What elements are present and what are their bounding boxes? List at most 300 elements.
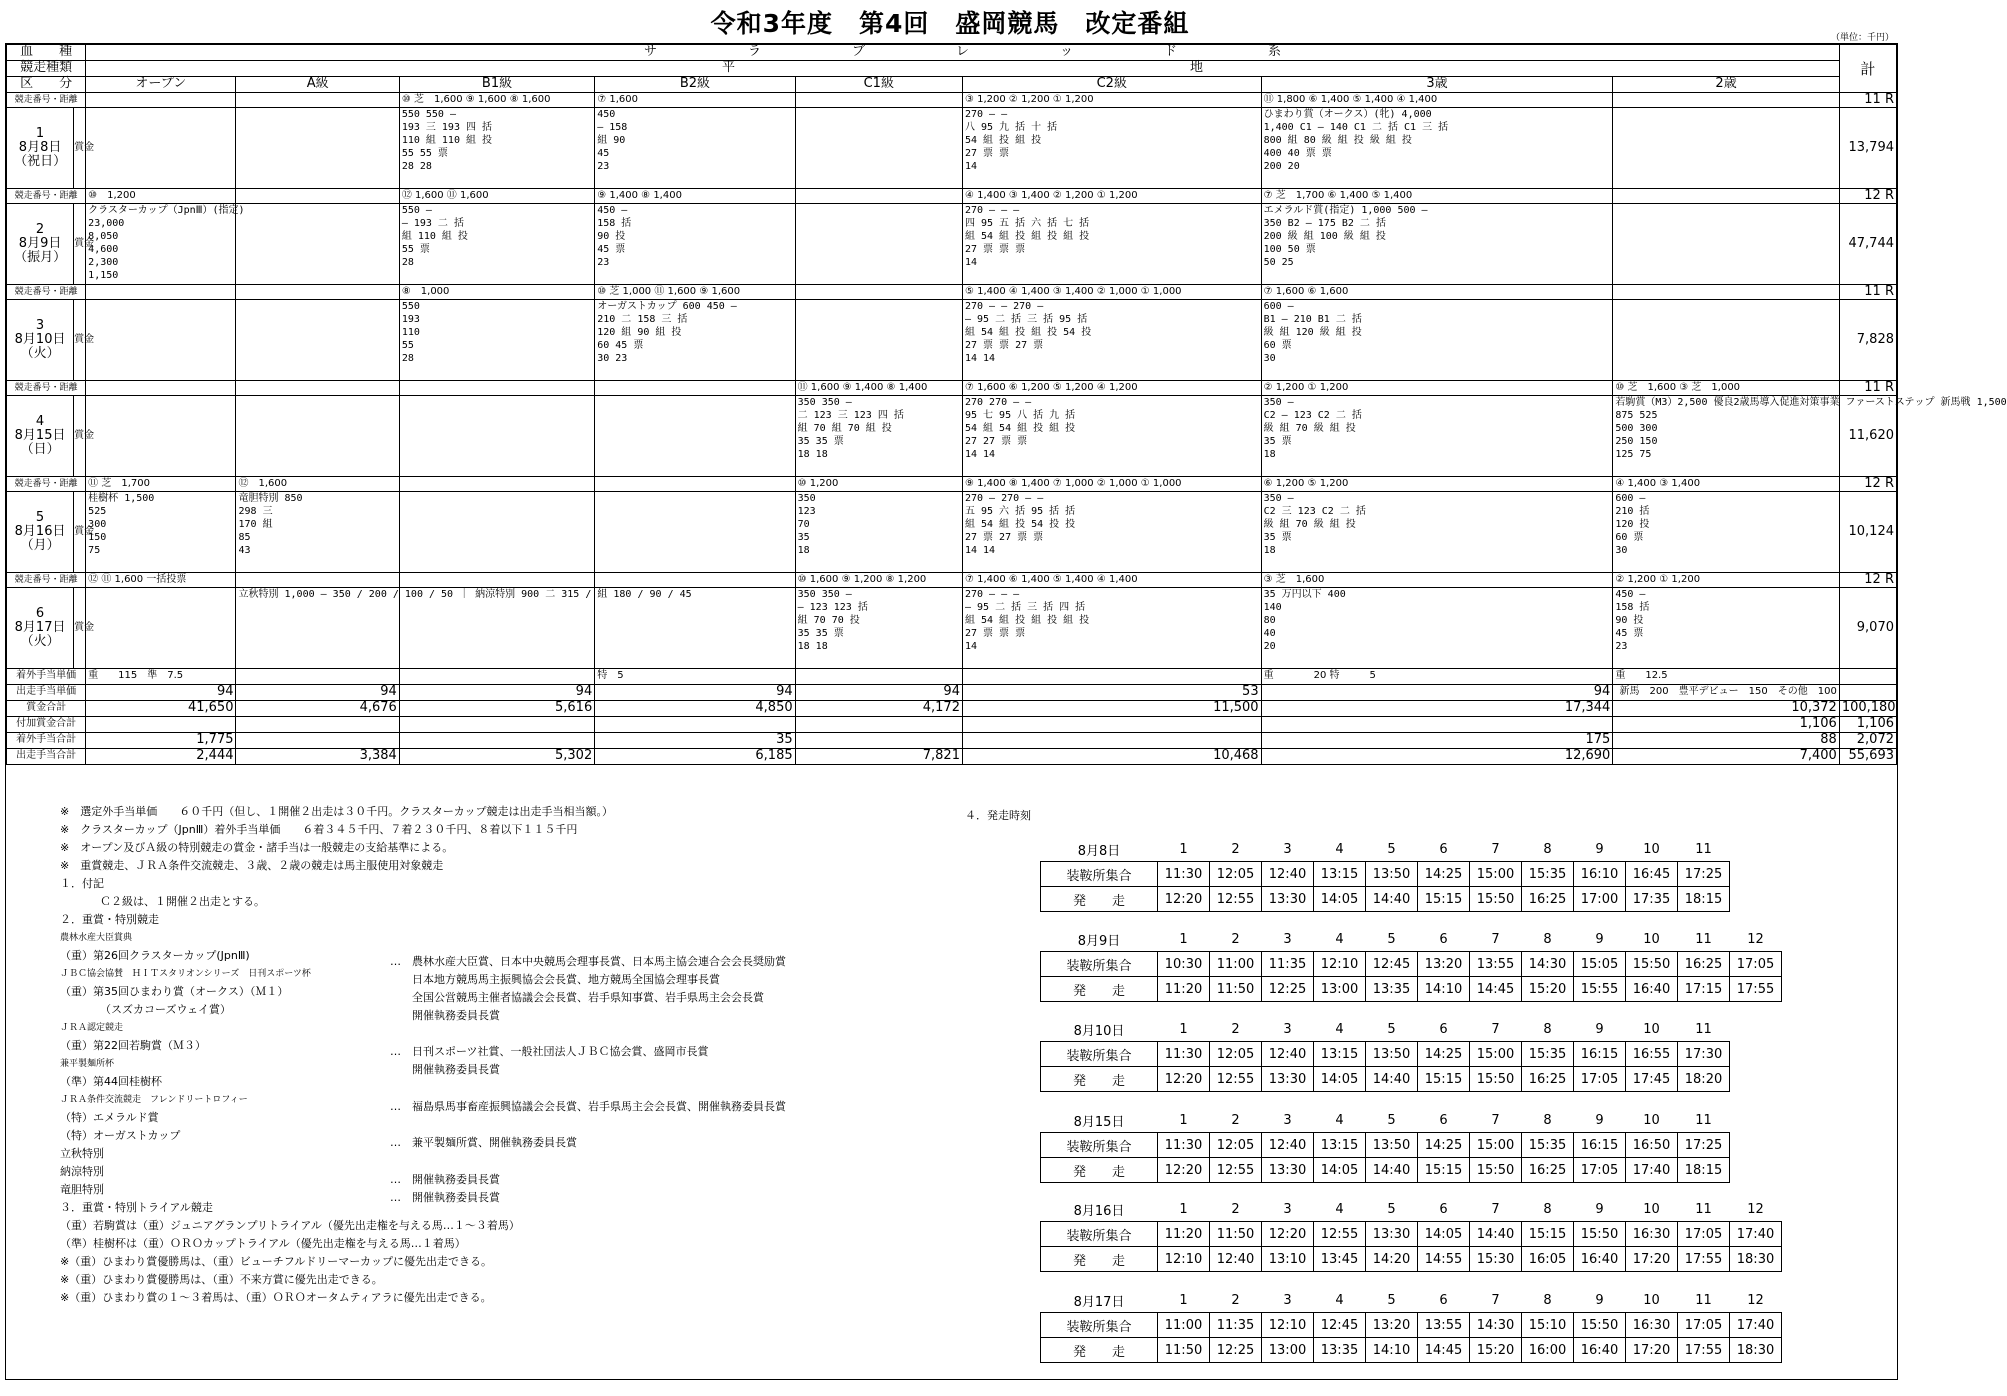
gather-time: 17:40 bbox=[1730, 1222, 1782, 1247]
prize-line: 35 35 票 bbox=[797, 628, 844, 639]
prize-line: 55 bbox=[401, 340, 414, 351]
summary-cell: 2,444 bbox=[86, 749, 236, 765]
prize-line: 250 150 bbox=[1615, 436, 1658, 447]
prize-line: 70 bbox=[797, 519, 810, 530]
day-line: 8月15日 bbox=[14, 428, 66, 443]
day-line: 2 bbox=[35, 222, 45, 237]
summary-cell bbox=[236, 717, 399, 733]
day-total: 47,744 bbox=[1839, 204, 1896, 285]
start-time: 13:00 bbox=[1262, 1338, 1314, 1363]
start-time: 16:40 bbox=[1574, 1338, 1626, 1363]
race-number: 12 bbox=[1747, 1201, 1764, 1217]
time-row-label: 発 走 bbox=[1041, 1338, 1158, 1363]
gather-time: 16:30 bbox=[1626, 1222, 1678, 1247]
summary-cell bbox=[399, 733, 594, 749]
summary-cell: 94 bbox=[399, 685, 594, 701]
prize-line: 54 組 投 組 投 bbox=[964, 135, 1042, 146]
prize-line: 14 14 bbox=[964, 449, 996, 460]
summary-label: 出走手当単価 bbox=[7, 685, 86, 701]
gather-time: 14:30 bbox=[1522, 952, 1574, 977]
race-number: 10 bbox=[1643, 1201, 1660, 1217]
prize-line: 875 525 bbox=[1615, 410, 1658, 421]
race-number: 3 bbox=[1283, 1021, 1292, 1037]
race-number: 9 bbox=[1595, 1112, 1604, 1128]
dist-cell: ⑦ 1,600 ⑥ 1,200 ⑤ 1,200 ④ 1,200 bbox=[962, 381, 1261, 396]
award-line: … 農林水産大臣賞、日本中央競馬会理事長賞、日本馬主協会連合会会長奨励賞 bbox=[390, 955, 786, 968]
race-number: 6 bbox=[1439, 1112, 1448, 1128]
gather-time: 16:15 bbox=[1574, 1133, 1626, 1158]
prize-line: 158 括 bbox=[597, 218, 632, 229]
gather-time: 13:55 bbox=[1470, 952, 1522, 977]
prize-cell bbox=[595, 396, 795, 477]
gather-time: 14:25 bbox=[1418, 862, 1470, 887]
prize-line: 350 B2 ― 175 B2 二 括 bbox=[1263, 218, 1386, 229]
summary-cell: 53 bbox=[962, 685, 1261, 701]
gather-time: 11:00 bbox=[1158, 1313, 1210, 1338]
day-line: 8月9日 bbox=[18, 236, 62, 251]
page-title: 令和3年度 第4回 盛岡競馬 改定番組 bbox=[710, 9, 1190, 38]
prize-line: 600 ― bbox=[1263, 301, 1294, 312]
start-time: 12:55 bbox=[1210, 1158, 1262, 1183]
prize-line: 525 bbox=[88, 506, 107, 517]
start-time: 16:40 bbox=[1626, 977, 1678, 1002]
prize-line: 28 28 bbox=[401, 161, 432, 172]
class-header: オープン bbox=[86, 77, 236, 93]
day-line: （振月） bbox=[14, 250, 67, 265]
prize-line: 75 bbox=[88, 545, 101, 556]
prize-line: 4,600 bbox=[88, 244, 119, 255]
prize-cell bbox=[86, 300, 236, 381]
dist-cell bbox=[795, 189, 962, 204]
gather-time: 16:50 bbox=[1626, 1133, 1678, 1158]
dist-cell bbox=[86, 381, 236, 396]
start-time-table bbox=[1040, 1197, 1782, 1272]
prize-line: 270 ― 270 ― ― bbox=[964, 493, 1044, 504]
prize-line: 50 25 bbox=[1263, 257, 1294, 268]
summary-cell bbox=[962, 669, 1261, 685]
race-number: 8 bbox=[1543, 1112, 1552, 1128]
day-label bbox=[7, 300, 74, 381]
prize-cell bbox=[795, 588, 962, 669]
dist-cell: ⑫ 1,600 ⑪ 1,600 bbox=[399, 189, 594, 204]
summary-label: 着外手当合計 bbox=[7, 733, 86, 749]
prize-line: 120 投 bbox=[1615, 519, 1650, 530]
race-number: 7 bbox=[1491, 1112, 1500, 1128]
race-number: 6 bbox=[1439, 1201, 1448, 1217]
prize-line: C2 ― 123 C2 二 括 bbox=[1263, 410, 1362, 421]
prize-line: ひまわり賞（オークス）(牝) 4,000 bbox=[1263, 109, 1432, 120]
dist-cell: ② 1,200 ① 1,200 bbox=[1261, 381, 1613, 396]
prize-line: 45 票 bbox=[597, 244, 626, 255]
gather-time: 13:15 bbox=[1314, 862, 1366, 887]
gather-time: 11:30 bbox=[1158, 1133, 1210, 1158]
prize-line: 23 bbox=[597, 161, 610, 172]
prize-cell bbox=[1613, 300, 1839, 381]
start-time: 18:15 bbox=[1678, 1158, 1730, 1183]
note-line: ※（重）ひまわり賞優勝馬は、（重）不来方賞に優先出走できる。 bbox=[60, 1273, 383, 1286]
prize-line: 14 bbox=[964, 257, 978, 268]
start-time: 14:55 bbox=[1418, 1247, 1470, 1272]
gather-time: 12:05 bbox=[1210, 862, 1262, 887]
prize-cell bbox=[1613, 588, 1839, 669]
summary-cell: 11,500 bbox=[962, 701, 1261, 717]
summary-cell bbox=[86, 717, 236, 733]
gather-time: 15:05 bbox=[1574, 952, 1626, 977]
prize-line: 23 bbox=[597, 257, 610, 268]
gather-time: 12:40 bbox=[1262, 1042, 1314, 1067]
summary-cell bbox=[595, 717, 795, 733]
day-label bbox=[7, 396, 74, 477]
prize-line: 五 95 六 括 95 括 括 bbox=[964, 506, 1076, 517]
prize-line: 270 270 ― ― bbox=[964, 397, 1032, 408]
prize-line: 125 75 bbox=[1615, 449, 1652, 460]
prize-line: 35 bbox=[797, 532, 810, 543]
prize-line: 80 bbox=[1263, 615, 1276, 626]
prize-line: 350 350 ― bbox=[797, 589, 852, 600]
prize-line: 550 bbox=[401, 301, 420, 312]
class-header: B1級 bbox=[399, 77, 594, 93]
dist-cell: ⑧ 1,000 bbox=[399, 285, 594, 300]
race-number: 5 bbox=[1387, 1201, 1396, 1217]
gather-time: 13:50 bbox=[1366, 862, 1418, 887]
award-line: 開催執務委員長賞 bbox=[412, 1009, 500, 1022]
note-line: ３．重賞・特別トライアル競走 bbox=[60, 1201, 213, 1214]
race-number: 4 bbox=[1335, 1021, 1344, 1037]
time-row-label: 発 走 bbox=[1041, 977, 1158, 1002]
dist-label: 競走番号・距離 bbox=[7, 573, 86, 588]
gather-time: 12:55 bbox=[1314, 1222, 1366, 1247]
day-total: 10,124 bbox=[1839, 492, 1896, 573]
prize-cell bbox=[86, 588, 236, 669]
prize-line: 55 55 票 bbox=[401, 148, 448, 159]
prize-line: 組 70 組 70 組 投 bbox=[797, 423, 892, 434]
gather-time: 16:30 bbox=[1626, 1313, 1678, 1338]
time-date: 8月8日 bbox=[1041, 837, 1158, 862]
prize-cell bbox=[1613, 492, 1839, 573]
start-time-table bbox=[1040, 927, 1782, 1002]
class-header: C1級 bbox=[795, 77, 962, 93]
gather-time: 11:35 bbox=[1210, 1313, 1262, 1338]
prize-line: 60 票 bbox=[1615, 532, 1644, 543]
start-time: 17:40 bbox=[1626, 1158, 1678, 1183]
race-count: 11 R bbox=[1839, 381, 1896, 396]
prize-line: 90 投 bbox=[1615, 615, 1644, 626]
race-number: 5 bbox=[1387, 1292, 1396, 1308]
start-time: 14:40 bbox=[1366, 1067, 1418, 1092]
note-line: ２．重賞・特別競走 bbox=[60, 913, 159, 926]
gather-time: 12:20 bbox=[1262, 1222, 1314, 1247]
start-time: 12:40 bbox=[1210, 1247, 1262, 1272]
summary-cell: 4,850 bbox=[595, 701, 795, 717]
note-line: 納涼特別 bbox=[60, 1165, 104, 1178]
prize-label: 賞金 bbox=[74, 588, 86, 669]
dist-cell bbox=[399, 573, 594, 588]
gather-time: 12:10 bbox=[1314, 952, 1366, 977]
prize-cell bbox=[795, 300, 962, 381]
prize-label: 賞金 bbox=[74, 396, 86, 477]
note-line: （重）若駒賞は（重）ジュニアグランプリトライアル（優先出走権を与える馬…１～３着馬） bbox=[60, 1219, 520, 1232]
start-time: 15:30 bbox=[1470, 1247, 1522, 1272]
race-number: 5 bbox=[1387, 1021, 1396, 1037]
summary-label: 付加賞金合計 bbox=[7, 717, 86, 733]
day-total: 11,620 bbox=[1839, 396, 1896, 477]
gather-time: 12:10 bbox=[1262, 1313, 1314, 1338]
race-number: 9 bbox=[1595, 931, 1604, 947]
prize-line: 四 95 五 括 六 括 七 括 bbox=[964, 218, 1090, 229]
gather-time: 12:45 bbox=[1314, 1313, 1366, 1338]
summary-cell: 新馬 200 豊平デビュー 150 その他 100 bbox=[1613, 685, 1839, 701]
summary-cell: 6,185 bbox=[595, 749, 795, 765]
prize-line: 270 ― ― bbox=[964, 109, 1008, 120]
dist-cell bbox=[595, 573, 795, 588]
race-number: 9 bbox=[1595, 1201, 1604, 1217]
award-line: … 開催執務委員長賞 bbox=[390, 1191, 500, 1204]
gather-time: 11:50 bbox=[1210, 1222, 1262, 1247]
note-line: （準）第44回桂樹杯 bbox=[60, 1075, 162, 1088]
prize-line: 30 bbox=[1263, 353, 1276, 364]
day-line: 3 bbox=[35, 318, 45, 333]
prize-line: 140 bbox=[1263, 602, 1282, 613]
summary-cell: 12,690 bbox=[1261, 749, 1613, 765]
gather-time: 15:15 bbox=[1522, 1222, 1574, 1247]
gather-time: 15:35 bbox=[1522, 862, 1574, 887]
note-line: （準）桂樹杯は（重）ＯＲＯカップトライアル（優先出走権を与える馬…１着馬） bbox=[60, 1237, 466, 1250]
start-time: 11:20 bbox=[1158, 977, 1210, 1002]
day-total: 7,828 bbox=[1839, 300, 1896, 381]
dist-cell: ⑦ 芝 1,700 ⑥ 1,400 ⑤ 1,400 bbox=[1261, 189, 1613, 204]
race-number: 4 bbox=[1335, 931, 1344, 947]
note-line: ※ 選定外手当単価 ６０千円（但し、１開催２出走は３０千円。クラスターカップ競走は出走手当相当額。） bbox=[60, 805, 614, 818]
dist-cell bbox=[86, 285, 236, 300]
race-number: 5 bbox=[1387, 841, 1396, 857]
race-number: 11 bbox=[1695, 1021, 1712, 1037]
note-line: ※（重）ひまわり賞の１～３着馬は、（重）ＯＲＯオータムティアラに優先出走できる。 bbox=[60, 1291, 492, 1304]
gather-time: 11:30 bbox=[1158, 1042, 1210, 1067]
prize-line: 級 組 70 級 組 投 bbox=[1263, 423, 1356, 434]
race-number: 8 bbox=[1543, 841, 1552, 857]
race-number: 8 bbox=[1543, 1021, 1552, 1037]
dist-cell bbox=[1613, 285, 1839, 300]
summary-cell: 4,676 bbox=[236, 701, 399, 717]
prize-line: ― 193 二 括 bbox=[401, 218, 464, 229]
race-number: 1 bbox=[1179, 931, 1188, 947]
gather-time: 13:15 bbox=[1314, 1133, 1366, 1158]
award-line: 全国公営競馬主催者協議会会長賞、岩手県知事賞、岩手県馬主会会長賞 bbox=[412, 991, 764, 1004]
prize-cell bbox=[399, 396, 594, 477]
prize-line: 210 二 158 三 括 bbox=[597, 314, 688, 325]
prize-cell bbox=[236, 108, 399, 189]
day-line: 8月10日 bbox=[14, 332, 66, 347]
prize-line: 立秋特別 1,000 ― 350 / 200 / 100 / 50 ｜ 納涼特別 900 二 315 / 組 180 / 90 / 45 bbox=[238, 589, 692, 600]
prize-line: 270 ― ― 270 ― bbox=[964, 301, 1044, 312]
class-header: A級 bbox=[236, 77, 399, 93]
day-line: 4 bbox=[35, 414, 45, 429]
prize-cell bbox=[962, 108, 1261, 189]
dist-cell bbox=[236, 189, 399, 204]
summary-cell bbox=[962, 717, 1261, 733]
summary-cell: 10,372 bbox=[1613, 701, 1839, 717]
time-date: 8月17日 bbox=[1041, 1288, 1158, 1313]
start-time: 18:30 bbox=[1730, 1338, 1782, 1363]
start-time: 18:20 bbox=[1678, 1067, 1730, 1092]
dist-cell bbox=[86, 93, 236, 108]
times-title: ４．発走時刻 bbox=[965, 809, 1031, 822]
prize-line: 27 票 27 票 票 bbox=[964, 532, 1044, 543]
race-count: 12 R bbox=[1839, 189, 1896, 204]
summary-cell: 特 5 bbox=[595, 669, 795, 685]
prize-line: 組 54 組 投 組 投 54 投 bbox=[964, 327, 1092, 338]
prize-line: 30 bbox=[1615, 545, 1628, 556]
race-number: 9 bbox=[1595, 841, 1604, 857]
note-line: ※ クラスターカップ（JpnⅢ）着外手当単価 ６着３４５千円、７着２３０千円、８着以下１１５千円 bbox=[60, 823, 578, 836]
prize-line: 28 bbox=[401, 353, 414, 364]
race-number: 12 bbox=[1747, 1292, 1764, 1308]
race-number: 10 bbox=[1643, 1112, 1660, 1128]
summary-cell: 17,344 bbox=[1261, 701, 1613, 717]
race-number: 11 bbox=[1695, 841, 1712, 857]
prize-line: エメラルド賞(指定) 1,000 500 ― bbox=[1263, 205, 1428, 216]
start-time: 17:45 bbox=[1626, 1067, 1678, 1092]
race-number: 2 bbox=[1231, 1201, 1240, 1217]
summary-cell bbox=[399, 717, 594, 733]
summary-label: 出走手当合計 bbox=[7, 749, 86, 765]
start-time: 12:10 bbox=[1158, 1247, 1210, 1272]
prize-line: クラスターカップ（JpnⅢ）(指定) bbox=[88, 205, 245, 216]
prize-line: 18 bbox=[1263, 449, 1276, 460]
note-line: ※ オープン及びＡ級の特別競走の賞金・諸手当は一般競走の支給基準による。 bbox=[60, 841, 454, 854]
note-line: 農林水産大臣賞典 bbox=[60, 933, 133, 943]
start-time: 14:05 bbox=[1314, 887, 1366, 912]
dist-cell bbox=[399, 477, 594, 492]
prize-line: 600 ― bbox=[1615, 493, 1646, 504]
dist-label: 競走番号・距離 bbox=[7, 381, 86, 396]
summary-cell: 94 bbox=[236, 685, 399, 701]
prize-line: 100 50 票 bbox=[1263, 244, 1316, 255]
race-number: 1 bbox=[1179, 1021, 1188, 1037]
start-time: 16:05 bbox=[1522, 1247, 1574, 1272]
race-number: 3 bbox=[1283, 1201, 1292, 1217]
dist-cell: ⑪ 1,800 ⑥ 1,400 ⑤ 1,400 ④ 1,400 bbox=[1261, 93, 1613, 108]
dist-cell: ⑦ 1,600 ⑥ 1,600 bbox=[1261, 285, 1613, 300]
gather-time: 13:20 bbox=[1366, 1313, 1418, 1338]
race-number: 9 bbox=[1595, 1021, 1604, 1037]
time-row-label: 装鞍所集合 bbox=[1041, 1222, 1158, 1247]
gather-time: 15:50 bbox=[1626, 952, 1678, 977]
prize-line: 270 ― ― ― bbox=[964, 205, 1020, 216]
summary-cell: 100,180 bbox=[1839, 701, 1896, 717]
start-time: 12:20 bbox=[1158, 1158, 1210, 1183]
gather-time: 15:35 bbox=[1522, 1133, 1574, 1158]
start-time: 13:30 bbox=[1262, 1067, 1314, 1092]
prize-line: オーガストカップ 600 450 ― bbox=[597, 301, 737, 312]
prize-line: 35 35 票 bbox=[797, 436, 844, 447]
note-line: ※（重）ひまわり賞優勝馬は、（重）ビューチフルドリーマーカップに優先出走できる。 bbox=[60, 1255, 492, 1268]
start-time: 18:30 bbox=[1730, 1247, 1782, 1272]
start-time-table bbox=[1040, 1288, 1782, 1363]
race-number: 4 bbox=[1335, 1112, 1344, 1128]
summary-cell: 3,384 bbox=[236, 749, 399, 765]
race-number: 2 bbox=[1231, 1292, 1240, 1308]
dist-label: 競走番号・距離 bbox=[7, 93, 86, 108]
dist-label: 競走番号・距離 bbox=[7, 189, 86, 204]
summary-cell: 35 bbox=[595, 733, 795, 749]
race-number: 3 bbox=[1283, 841, 1292, 857]
start-time: 15:15 bbox=[1418, 1158, 1470, 1183]
gather-time: 17:05 bbox=[1730, 952, 1782, 977]
prize-line: 123 bbox=[797, 506, 816, 517]
day-line: 8月17日 bbox=[14, 620, 66, 635]
gather-time: 17:05 bbox=[1678, 1222, 1730, 1247]
prize-cell bbox=[595, 300, 795, 381]
note-line: ＪＲＡ条件交流競走 フレンドリートロフィー bbox=[60, 1095, 248, 1105]
start-time: 12:20 bbox=[1158, 887, 1210, 912]
gather-time: 15:00 bbox=[1470, 862, 1522, 887]
prize-line: 170 組 bbox=[238, 519, 273, 530]
prize-line: 27 票 票 票 bbox=[964, 244, 1026, 255]
race-number: 5 bbox=[1387, 1112, 1396, 1128]
dist-label: 競走番号・距離 bbox=[7, 477, 86, 492]
prize-line: 450 bbox=[597, 109, 616, 120]
prize-cell bbox=[1261, 588, 1613, 669]
summary-cell bbox=[1839, 669, 1896, 685]
summary-cell: 7,821 bbox=[795, 749, 962, 765]
start-time: 15:15 bbox=[1418, 887, 1470, 912]
prize-cell bbox=[86, 108, 236, 189]
time-row-label: 装鞍所集合 bbox=[1041, 1313, 1158, 1338]
gather-time: 17:40 bbox=[1730, 1313, 1782, 1338]
start-time: 13:35 bbox=[1314, 1338, 1366, 1363]
award-line: … 日刊スポーツ社賞、一般社団法人ＪＢＣ協会賞、盛岡市長賞 bbox=[390, 1045, 709, 1058]
race-number: 2 bbox=[1231, 1112, 1240, 1128]
time-date: 8月10日 bbox=[1041, 1017, 1158, 1042]
dist-cell bbox=[1613, 189, 1839, 204]
header-row2-label: 競走種類 bbox=[7, 61, 86, 77]
gather-time: 16:45 bbox=[1626, 862, 1678, 887]
prize-line: 竜胆特別 850 bbox=[238, 493, 303, 504]
prize-line: 55 票 bbox=[401, 244, 430, 255]
summary-cell: 94 bbox=[1261, 685, 1613, 701]
gather-time: 17:25 bbox=[1678, 1133, 1730, 1158]
start-time: 14:40 bbox=[1366, 1158, 1418, 1183]
prize-line: 43 bbox=[238, 545, 251, 556]
prize-line: 30 23 bbox=[597, 353, 628, 364]
gather-time: 17:25 bbox=[1678, 862, 1730, 887]
prize-line: 298 三 bbox=[238, 506, 273, 517]
start-time: 12:55 bbox=[1210, 887, 1262, 912]
race-number: 10 bbox=[1643, 931, 1660, 947]
prize-line: 500 300 bbox=[1615, 423, 1658, 434]
day-label bbox=[7, 492, 74, 573]
start-time: 12:25 bbox=[1210, 1338, 1262, 1363]
day-line: （日） bbox=[20, 442, 60, 457]
prize-line: 27 票 票 票 bbox=[964, 628, 1026, 639]
prize-line: 150 bbox=[88, 532, 107, 543]
prize-line: 1,400 C1 ― 140 C1 二 括 C1 三 括 bbox=[1263, 122, 1449, 133]
start-time: 11:50 bbox=[1210, 977, 1262, 1002]
prize-line: 組 54 組 投 組 投 組 投 bbox=[964, 615, 1090, 626]
prize-line: B1 ― 210 B1 二 括 bbox=[1263, 314, 1362, 325]
start-time: 17:05 bbox=[1574, 1067, 1626, 1092]
day-label bbox=[7, 108, 74, 189]
start-time-table bbox=[1040, 1108, 1730, 1183]
header-row2-value: 平 地 bbox=[86, 61, 1840, 77]
prize-line: 八 95 九 括 十 括 bbox=[964, 122, 1058, 133]
day-line: （火） bbox=[20, 346, 60, 361]
prize-line: 350 350 ― bbox=[797, 397, 852, 408]
gather-time: 11:35 bbox=[1262, 952, 1314, 977]
race-number: 2 bbox=[1231, 841, 1240, 857]
start-time-table bbox=[1040, 837, 1730, 912]
